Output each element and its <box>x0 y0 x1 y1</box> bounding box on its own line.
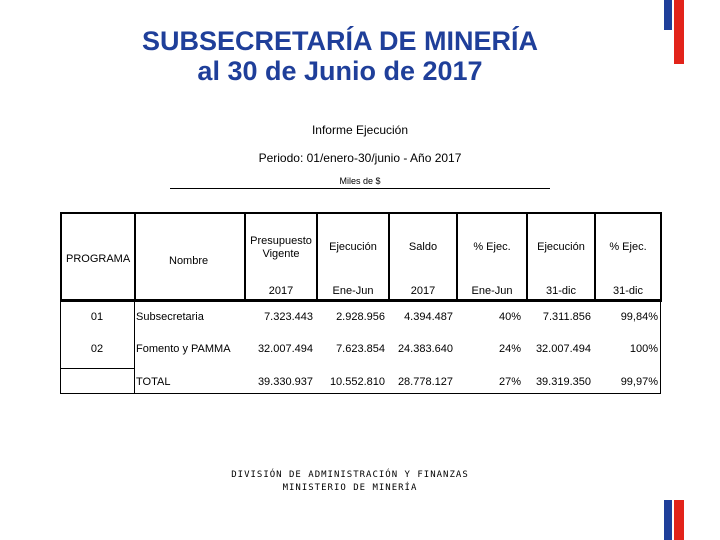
subheader-presupuesto: 2017 <box>268 285 294 297</box>
units-label: Miles de $ <box>170 176 550 189</box>
row-programa: 01 <box>90 311 104 323</box>
row-ejecucion: 7.623.854 <box>336 343 385 355</box>
col-header-pct-ejec-dic: % Ejec. <box>609 241 647 253</box>
col-header-saldo: Saldo <box>408 241 438 253</box>
report-label: Informe Ejecución <box>311 123 409 137</box>
col-header-presupuesto: Presupuesto Vigente <box>250 235 312 260</box>
page-subtitle: al 30 de Junio de 2017 <box>197 56 483 86</box>
row-presupuesto: 7.323.443 <box>264 311 313 323</box>
row-pct-dic: 99,97% <box>620 376 658 388</box>
row-presupuesto: 32.007.494 <box>257 343 313 355</box>
row-saldo: 24.383.640 <box>397 343 453 355</box>
page-title: SUBSECRETARÍA DE MINERÍA <box>141 26 539 56</box>
subheader-ejecucion: Ene-Jun <box>332 285 374 297</box>
footer-ministry: MINISTERIO DE MINERÍA <box>282 483 418 493</box>
col-header-ejecucion-dic: Ejecución <box>537 241 585 253</box>
subheader-pct-ejec-dic: 31-dic <box>613 285 643 297</box>
row-nombre: Subsecretaria <box>136 311 204 323</box>
row-ejecucion: 2.928.956 <box>336 311 385 323</box>
row-pct: 27% <box>498 376 521 388</box>
row-pct-dic: 100% <box>629 343 658 355</box>
footer-division: DIVISIÓN DE ADMINISTRACIÓN Y FINANZAS <box>231 470 469 480</box>
row-programa: 02 <box>90 343 104 355</box>
subheader-ejecucion-dic: 31-dic <box>546 285 576 297</box>
row-nombre: Fomento y PAMMA <box>136 343 231 355</box>
row-pct: 24% <box>498 343 521 355</box>
row-saldo: 28.778.127 <box>397 376 453 388</box>
col-header-nombre: Nombre <box>169 255 209 267</box>
row-ejecucion: 10.552.810 <box>329 376 385 388</box>
row-ejecucion-dic: 39.319.350 <box>535 376 591 388</box>
col-header-programa: PROGRAMA <box>66 253 131 265</box>
row-ejecucion-dic: 32.007.494 <box>535 343 591 355</box>
subheader-pct-ejec: Ene-Jun <box>471 285 513 297</box>
col-header-ejecucion: Ejecución <box>329 241 377 253</box>
flag-decoration-top <box>664 0 684 64</box>
col-header-pct-ejec: % Ejec. <box>473 241 511 253</box>
row-nombre: TOTAL <box>136 376 171 388</box>
row-saldo: 4.394.487 <box>404 311 453 323</box>
subheader-saldo: 2017 <box>410 285 436 297</box>
row-presupuesto: 39.330.937 <box>257 376 313 388</box>
period-label: Periodo: 01/enero-30/junio - Año 2017 <box>258 151 462 165</box>
row-pct-dic: 99,84% <box>620 311 658 323</box>
flag-decoration-bottom <box>664 500 684 540</box>
execution-table <box>60 212 662 392</box>
row-ejecucion-dic: 7.311.856 <box>542 311 591 323</box>
table-header <box>60 212 662 302</box>
row-pct: 40% <box>498 311 521 323</box>
